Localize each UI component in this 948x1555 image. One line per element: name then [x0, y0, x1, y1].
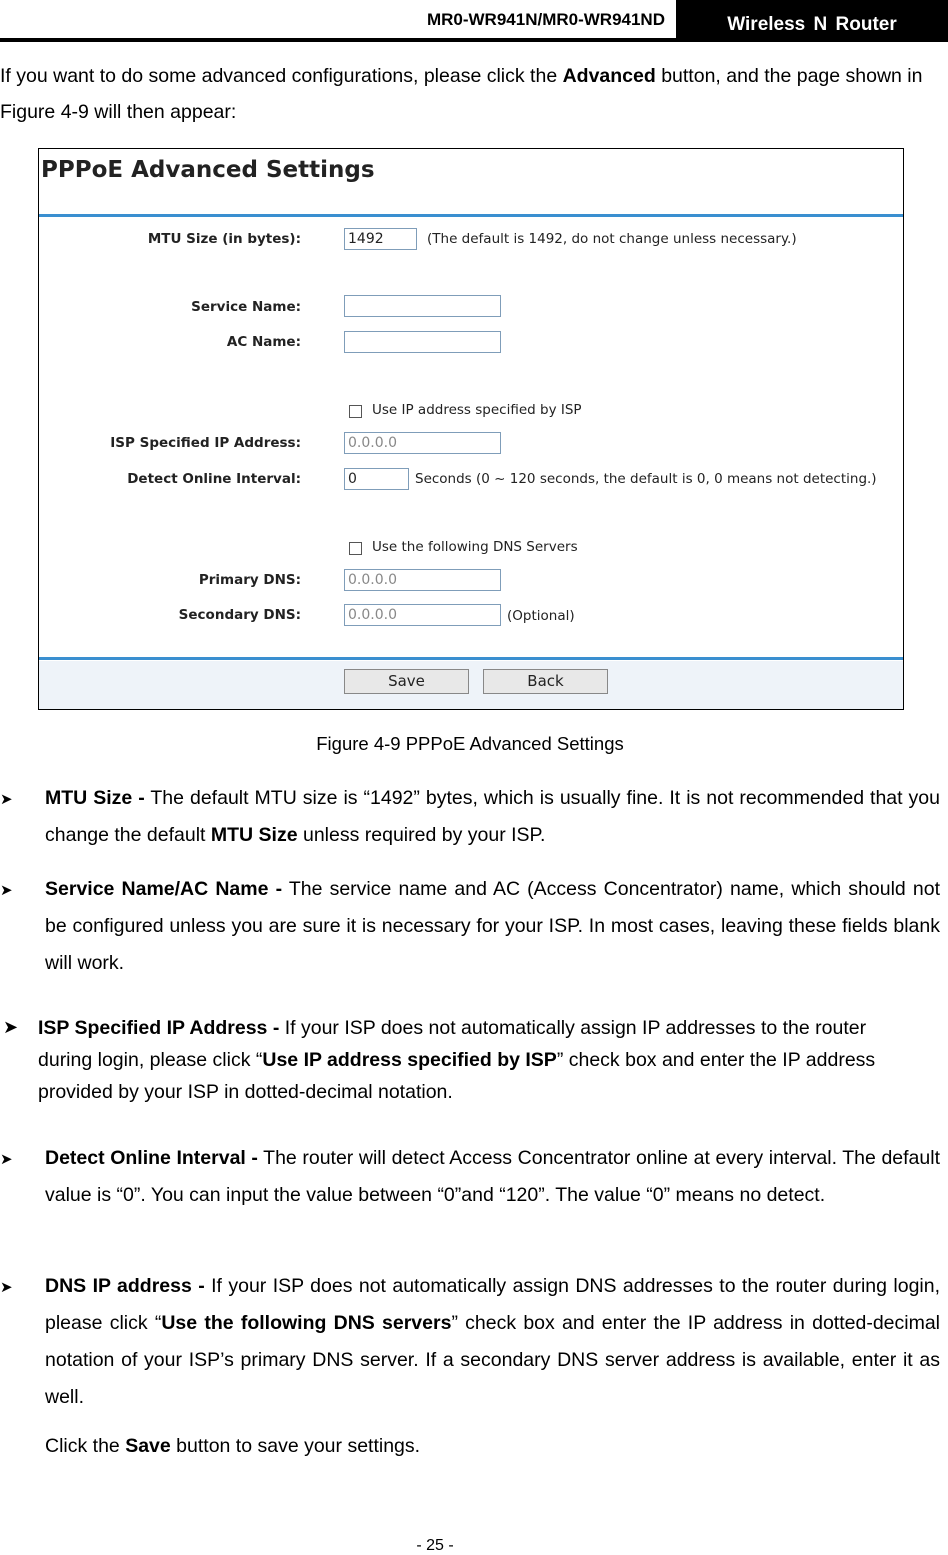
item-isp-ip	[38, 1012, 918, 1108]
mtu-label: MTU Size (in bytes):	[147, 231, 301, 247]
use-dns-checkbox[interactable]	[349, 542, 362, 555]
save-button[interactable]: Save	[344, 669, 469, 694]
isp-ip-input[interactable]: 0.0.0.0	[344, 432, 501, 454]
click-save-bold: Save	[125, 1435, 171, 1457]
intro-advanced: Advanced	[562, 65, 656, 87]
detect-interval-label: Detect Online Interval:	[127, 471, 301, 487]
item-service-name	[45, 871, 940, 982]
bullet-arrow-icon: ➤	[0, 1279, 13, 1296]
secondary-dns-input[interactable]: 0.0.0.0	[344, 604, 501, 626]
intro-text: If you want to do some advanced configurations, please click the	[0, 65, 563, 87]
item-mtu-text: The default MTU size is “1492” bytes, which is usually fine. It is not recommended that you change the default	[45, 787, 940, 846]
isp-ip-label: ISP Specified IP Address:	[110, 435, 301, 451]
item-dns-text2: ” check box and enter the IP address in dotted-decimal notation of your ISP’s primary DNS server. If a secondary DNS server address is available, enter it as well.	[45, 1312, 941, 1408]
item-dns	[45, 1268, 940, 1416]
intro-paragraph	[0, 58, 940, 130]
intro-text-end: button, and the page shown in Figure 4-9 will then appear:	[0, 65, 923, 123]
item-detect-interval	[45, 1140, 940, 1214]
bullet-arrow-icon: ➤	[0, 882, 13, 899]
item-service-text: The service name and AC (Access Concentrator) name, which should not be configured unless you are sure it is necessary for your ISP. In most cases, leaving these fields blank will work.	[45, 878, 940, 974]
service-name-input[interactable]	[344, 295, 501, 317]
figure-caption: Figure 4-9 PPPoE Advanced Settings	[316, 733, 624, 754]
bullet-arrow-icon: ➤	[3, 1017, 19, 1037]
use-dns-checkbox-label: Use the following DNS Servers	[372, 539, 578, 555]
click-save-text-end: button to save your settings.	[170, 1435, 421, 1457]
item-detect-term: Detect Online Interval -	[45, 1147, 258, 1169]
secondary-dns-label: Secondary DNS:	[178, 607, 301, 623]
item-isp-text2: ” check box and enter the IP address provided by your ISP in dotted-decimal notation.	[38, 1049, 876, 1103]
use-isp-ip-checkbox[interactable]	[349, 405, 362, 418]
mtu-note: (The default is 1492, do not change unless necessary.)	[427, 231, 797, 247]
use-isp-ip-checkbox-label: Use IP address specified by ISP	[372, 402, 582, 418]
item-detect-text: The router will detect Access Concentrator online at every interval. The default value is “0”. You can input the value between “0”and “120”. The value “0” means no detect.	[45, 1147, 941, 1206]
click-save-line	[45, 1435, 420, 1458]
button-band	[39, 661, 903, 709]
item-isp-term: ISP Specified IP Address -	[38, 1017, 280, 1039]
service-name-label: Service Name:	[191, 299, 301, 315]
item-mtu	[45, 780, 940, 854]
back-button[interactable]: Back	[483, 669, 608, 694]
item-mtu-text2: unless required by your ISP.	[297, 824, 546, 846]
item-mtu-term2: MTU Size	[210, 824, 298, 846]
title-divider	[39, 214, 903, 217]
settings-title: PPPoE Advanced Settings	[41, 157, 375, 183]
item-mtu-term: MTU Size -	[45, 787, 145, 809]
mtu-input[interactable]: 1492	[344, 228, 417, 250]
item-isp-term2: Use IP address specified by ISP	[262, 1049, 557, 1071]
item-service-term: Service Name/AC Name -	[45, 878, 283, 900]
header-rule	[0, 38, 948, 42]
click-save-text: Click the	[45, 1435, 126, 1457]
page-number: - 25 -	[416, 1537, 454, 1554]
item-isp-text: If your ISP does not automatically assign IP addresses to the router during login, please click “	[38, 1017, 867, 1071]
detect-interval-input[interactable]: 0	[344, 468, 409, 490]
primary-dns-input[interactable]: 0.0.0.0	[344, 569, 501, 591]
ac-name-input[interactable]	[344, 331, 501, 353]
secondary-dns-note: (Optional)	[507, 608, 575, 624]
item-dns-term2: Use the following DNS servers	[161, 1312, 452, 1334]
header-model: MR0-WR941N/MR0-WR941ND	[426, 10, 665, 29]
ac-name-label: AC Name:	[226, 334, 301, 350]
item-dns-term: DNS IP address -	[45, 1275, 205, 1297]
primary-dns-label: Primary DNS:	[198, 572, 301, 588]
pppoe-settings-figure	[38, 148, 904, 710]
detect-interval-note: Seconds (0 ~ 120 seconds, the default is 0, 0 means not detecting.)	[415, 471, 877, 487]
item-dns-text: If your ISP does not automatically assign DNS addresses to the router during login, please click “	[45, 1275, 941, 1334]
bullet-arrow-icon: ➤	[0, 791, 13, 808]
footer-divider	[39, 657, 903, 660]
header-product-tab: Wireless N Router	[676, 0, 948, 40]
bullet-arrow-icon: ➤	[0, 1151, 13, 1168]
